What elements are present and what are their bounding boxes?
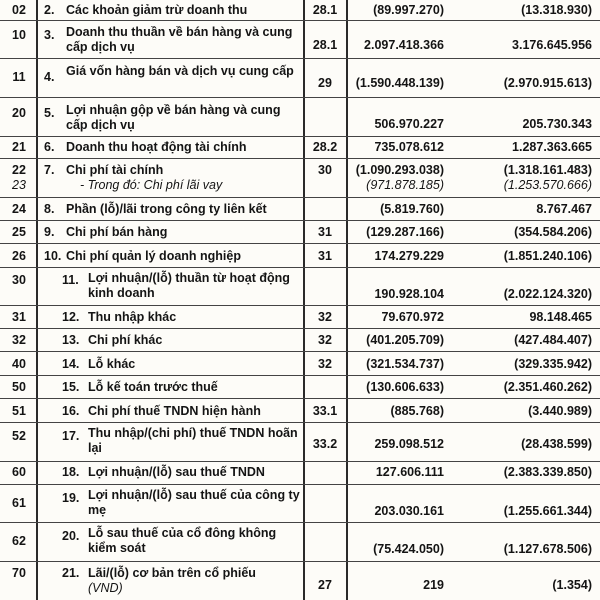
row-number: 18. (62, 465, 80, 479)
row-number: 8. (44, 202, 55, 216)
row-current-value: (401.205.709) (366, 333, 444, 347)
row-code: 62 (12, 534, 26, 548)
row-previous-value: (1.354) (552, 578, 592, 592)
row-label: Phần (lỗ)/lãi trong công ty liên kết (66, 202, 267, 216)
row-divider (0, 243, 600, 244)
row-divider (0, 158, 600, 159)
row-previous-value: (3.440.989) (528, 404, 592, 418)
row-current-value: 79.670.972 (381, 310, 444, 324)
row-label: Lãi/(lỗ) cơ bản trên cổ phiếu (88, 566, 256, 580)
row-previous-value: (2.351.460.262) (503, 380, 592, 394)
row-previous-value: (1.318.161.483) (503, 163, 592, 177)
row-code: 25 (12, 225, 26, 239)
row-current-value: 735.078.612 (374, 140, 444, 154)
row-previous-value: (2.970.915.613) (503, 76, 592, 90)
row-current-value: (75.424.050) (373, 542, 444, 556)
row-divider (0, 522, 600, 523)
row-divider (0, 328, 600, 329)
row-current-value: 506.970.227 (374, 117, 444, 131)
row-previous-value: (1.851.240.106) (503, 249, 592, 263)
row-previous-value: 8.767.467 (536, 202, 592, 216)
row-current-value: (971.878.185) (366, 178, 444, 192)
row-current-value: 174.279.229 (374, 249, 444, 263)
row-note-ref: 33.1 (312, 404, 338, 418)
row-code: 61 (12, 496, 26, 510)
row-note-ref: 33.2 (312, 437, 338, 451)
row-code: 51 (12, 404, 26, 418)
row-current-value: 2.097.418.366 (364, 38, 444, 52)
row-current-value: 190.928.104 (374, 287, 444, 301)
row-note-ref: 28.1 (312, 38, 338, 52)
row-divider (0, 20, 600, 21)
row-number: 19. (62, 491, 80, 505)
row-number: 4. (44, 70, 55, 84)
row-label: Lỗ kế toán trước thuế (88, 380, 218, 394)
row-number: 14. (62, 357, 80, 371)
row-number: 15. (62, 380, 80, 394)
row-current-value: (321.534.737) (366, 357, 444, 371)
row-label: Thu nhập khác (88, 310, 177, 324)
row-divider (0, 484, 600, 485)
row-note-ref: 27 (318, 578, 332, 592)
row-note-ref: 32 (318, 310, 332, 324)
row-note-ref: 31 (318, 249, 332, 263)
row-number: 11. (62, 273, 79, 287)
row-code: 22 (12, 163, 26, 177)
row-code: 24 (12, 202, 26, 216)
row-previous-value: (329.335.942) (514, 357, 592, 371)
row-divider (0, 398, 600, 399)
row-current-value: 203.030.161 (374, 504, 444, 518)
row-number: 5. (44, 106, 55, 120)
row-label: - Trong đó: Chi phí lãi vay (80, 178, 223, 192)
row-current-value: (5.819.760) (380, 202, 444, 216)
row-label: Doanh thu hoạt động tài chính (66, 140, 247, 154)
row-note-ref: 32 (318, 357, 332, 371)
row-number: 16. (62, 404, 80, 418)
row-previous-value: (2.022.124.320) (503, 287, 592, 301)
row-code: 52 (12, 429, 26, 443)
row-label: Giá vốn hàng bán và dịch vụ cung cấp (66, 64, 294, 78)
row-previous-value: 205.730.343 (522, 117, 592, 131)
row-number: 17. (62, 429, 80, 443)
row-number: 10. (44, 249, 62, 263)
row-number: 21. (62, 566, 80, 580)
row-number: 20. (62, 529, 80, 543)
row-label: Thu nhập/(chi phí) thuế TNDN hoãn lại (88, 426, 298, 455)
row-current-value: (1.590.448.139) (355, 76, 444, 90)
row-label: Chi phí quản lý doanh nghiệp (66, 249, 241, 263)
row-number: 2. (44, 3, 55, 17)
row-code: 21 (12, 140, 26, 154)
row-current-value: (129.287.166) (366, 225, 444, 239)
row-code: 40 (12, 357, 26, 371)
row-note-ref: 32 (318, 333, 332, 347)
row-note-ref: 31 (318, 225, 332, 239)
row-divider (0, 220, 600, 221)
row-divider (0, 97, 600, 98)
row-previous-value: 1.287.363.665 (512, 140, 592, 154)
row-number: 9. (44, 225, 55, 239)
row-label: Các khoản giảm trừ doanh thu (66, 3, 248, 17)
row-label: Lợi nhuận/(lỗ) thuần từ hoạt động kinh doanh (88, 271, 290, 300)
row-current-value: 127.606.111 (375, 465, 444, 479)
row-code: 23 (12, 178, 26, 192)
row-divider (0, 197, 600, 198)
row-note-ref: 28.1 (312, 3, 338, 17)
row-code: 11 (12, 70, 26, 84)
column-divider (36, 0, 38, 600)
row-previous-value: (2.383.339.850) (503, 465, 592, 479)
row-note-ref: 29 (318, 76, 332, 90)
row-label: Chi phí thuế TNDN hiện hành (88, 404, 261, 418)
row-unit-label: (VND) (88, 581, 123, 595)
row-current-value: (885.768) (390, 404, 444, 418)
row-divider (0, 267, 600, 268)
row-code: 30 (12, 273, 26, 287)
row-code: 50 (12, 380, 26, 394)
row-previous-value: (427.484.407) (514, 333, 592, 347)
row-number: 6. (44, 140, 55, 154)
row-divider (0, 305, 600, 306)
row-previous-value: (13.318.930) (521, 3, 592, 17)
row-code: 31 (12, 310, 26, 324)
row-current-value: 259.098.512 (374, 437, 444, 451)
row-current-value: 219 (423, 578, 444, 592)
row-code: 02 (12, 3, 26, 17)
row-label: Lỗ khác (88, 357, 136, 371)
row-note-ref: 30 (318, 163, 332, 177)
row-divider (0, 375, 600, 376)
row-code: 26 (12, 249, 26, 263)
row-divider (0, 461, 600, 462)
row-label: Lợi nhuận/(lỗ) sau thuế của công ty mẹ (88, 488, 300, 517)
row-note-ref: 28.2 (312, 140, 338, 154)
row-code: 70 (12, 566, 26, 580)
row-code: 20 (12, 106, 26, 120)
row-divider (0, 561, 600, 562)
row-divider (0, 351, 600, 352)
row-previous-value: 3.176.645.956 (512, 38, 592, 52)
row-current-value: (130.606.633) (366, 380, 444, 394)
row-label: Lỗ sau thuế của cổ đông không kiểm soát (88, 526, 277, 555)
row-previous-value: (1.255.661.344) (503, 504, 592, 518)
row-previous-value: 98.148.465 (529, 310, 592, 324)
row-divider (0, 422, 600, 423)
row-label: Chi phí tài chính (66, 163, 164, 177)
row-number: 13. (62, 333, 80, 347)
row-label: Chi phí khác (88, 333, 163, 347)
row-previous-value: (28.438.599) (521, 437, 592, 451)
row-number: 12. (62, 310, 80, 324)
row-number: 7. (44, 163, 55, 177)
row-code: 10 (12, 28, 26, 42)
row-code: 32 (12, 333, 26, 347)
row-previous-value: (354.584.206) (514, 225, 592, 239)
row-label: Lợi nhuận/(lỗ) sau thuế TNDN (88, 465, 265, 479)
row-divider (0, 136, 600, 137)
row-previous-value: (1.127.678.506) (503, 542, 592, 556)
column-divider (346, 0, 348, 600)
row-divider (0, 58, 600, 59)
row-current-value: (89.997.270) (373, 3, 444, 17)
row-label: Lợi nhuận gộp về bán hàng và cung cấp dịch vụ (66, 103, 281, 132)
row-number: 3. (44, 28, 55, 42)
row-code: 60 (12, 465, 26, 479)
row-label: Doanh thu thuần về bán hàng và cung cấp dịch vụ (66, 25, 293, 54)
row-previous-value: (1.253.570.666) (503, 178, 592, 192)
row-label: Chi phí bán hàng (66, 225, 168, 239)
row-current-value: (1.090.293.038) (355, 163, 444, 177)
